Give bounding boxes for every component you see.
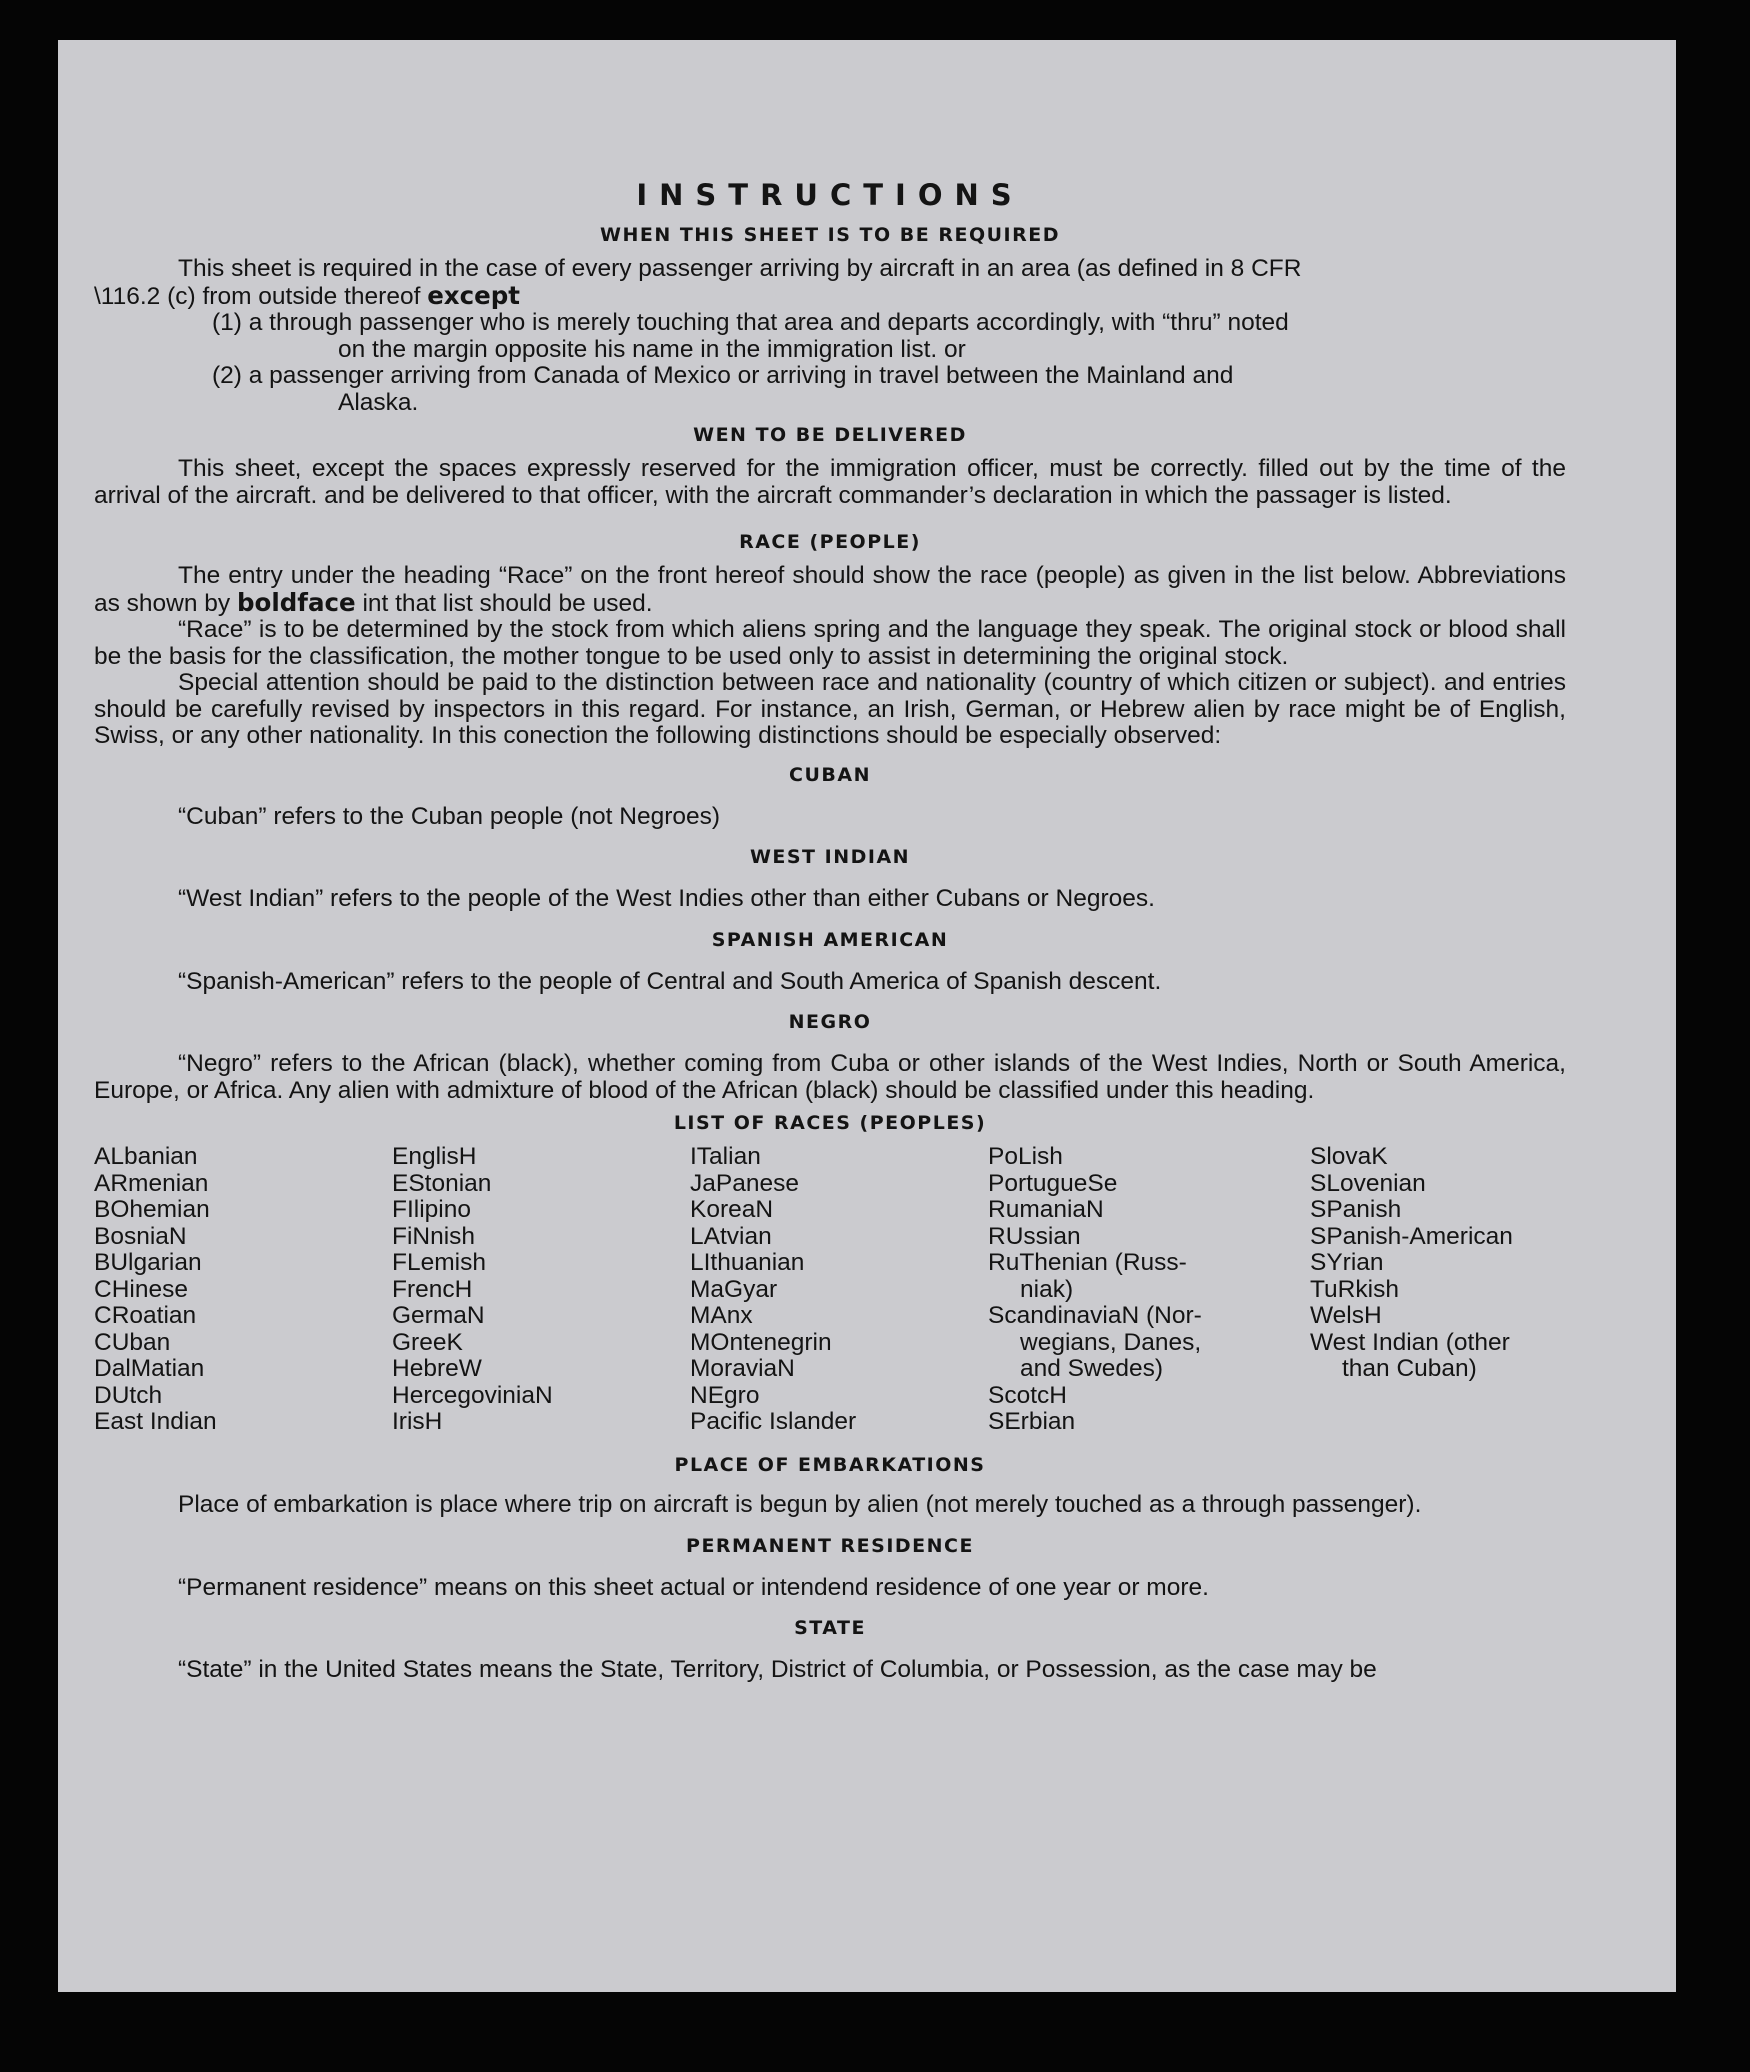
race-item: FiNnish [392,1222,476,1250]
race-item: PortugueSe [988,1169,1118,1197]
embarkation-paragraph: Place of embarkation is place where trip on aircraft is begun by alien (not merely touched as a through passenger). [178,1491,1422,1518]
race-paragraph-3: Special attention should be paid to the distinction between race and nationality (country of which citizen or subject). and entries should be carefully revised by inspectors in this regard. For instance, an Irish, German, or Hebrew alien by race might be of English, Swiss, or any other nationality. In this conection the following distinctions should be especially observed: [94,669,1566,749]
race-paragraph-1 [94,563,1566,617]
race-text-end: int that list should be used. [355,589,653,617]
exception-item-1a: (1) a through passenger who is merely touching that area and departs accordingly, with “thru” noted [212,309,1289,336]
race-item: than Cuban) [1342,1355,1477,1382]
race-item: BOhemian [94,1196,210,1223]
except-emphasis: except [427,280,520,310]
race-item: LIthuanian [690,1249,805,1276]
negro-paragraph: “Negro” refers to the African (black), whether coming from Cuba or other islands of the West Indies, North or South America, Europe, or Africa. Any alien with admixture of blood of the African (black) should be classified under this heading. [94,1050,1566,1104]
race-item: RuThenian (Russ- [988,1249,1187,1276]
races-list [94,1144,1566,1446]
state-paragraph: “State” in the United States means the State, Territory, District of Columbia, or Possession, as the case may be [178,1656,1377,1683]
race-item: RUssian [988,1222,1081,1250]
race-item: CRoatian [94,1302,197,1329]
cuban-paragraph: “Cuban” refers to the Cuban people (not Negroes) [178,802,721,830]
heading-cuban: CUBAN [789,763,871,786]
west-indian-paragraph: “West Indian” refers to the people of the West Indies other than either Cubans or Negroes. [178,885,1155,912]
required-paragraph-line1: This sheet is required in the case of every passenger arriving by aircraft in an area (as defined in 8 CFR [178,255,1302,282]
race-item: HercegoviniaN [392,1381,553,1409]
race-item: HebreW [392,1355,482,1382]
race-item: TuRkish [1310,1275,1399,1303]
race-item: MAnx [690,1302,753,1329]
delivered-paragraph: This sheet, except the spaces expressly reserved for the immigration officer, must be correctly. filled out by the time of the arrival of the aircraft. and be delivered to that officer, with the aircraft commander’s declaration in which the passager is listed. [94,455,1566,509]
heading-required: WHEN THIS SHEET IS TO BE REQUIRED [599,224,1060,246]
race-item: JaPanese [690,1169,799,1197]
race-item: DalMatian [94,1355,205,1382]
heading-west-indian: WEST INDIAN [749,846,911,868]
heading-residence: PERMANENT RESIDENCE [686,1534,974,1557]
race-item: SYrian [1310,1249,1384,1276]
race-paragraph-2: “Race” is to be determined by the stock from which aliens spring and the language they speak. The original stock or blood shall be the basis for the classification, the mother tongue to be used only to assist in determining the original stock. [94,616,1566,670]
race-item: ScotcH [988,1381,1067,1409]
race-item: IrisH [392,1408,443,1435]
race-item: East Indian [94,1408,217,1435]
heading-list-of-races: LIST OF RACES (PEOPLES) [673,1112,987,1134]
spanish-american-paragraph: “Spanish-American” refers to the people of Central and South America of Spanish descent. [178,967,1162,995]
race-item: GreeK [392,1328,463,1356]
race-item: KoreaN [690,1196,774,1223]
race-item: niak) [1020,1275,1074,1303]
race-item: BUlgarian [94,1249,202,1276]
race-item: FLemish [392,1249,486,1276]
race-item: wegians, Danes, [1020,1328,1202,1356]
race-item: Pacific Islander [690,1408,857,1435]
race-item: and Swedes) [1020,1355,1164,1382]
race-item: EStonian [392,1169,492,1197]
heading-negro: NEGRO [788,1011,872,1033]
heading-delivered: WEN TO BE DELIVERED [693,424,967,446]
race-item: PoLish [988,1143,1063,1170]
heading-race: RACE (PEOPLE) [739,531,921,553]
residence-paragraph: “Permanent residence” means on this sheet actual or intendend residence of one year or more. [178,1573,1209,1601]
race-item: EnglisH [392,1143,477,1170]
race-item: West Indian (other [1310,1328,1510,1356]
race-item: LAtvian [690,1222,772,1250]
race-item: ScandinaviaN (Nor- [988,1302,1202,1329]
race-item: SPanish [1310,1196,1402,1223]
race-item: ALbanian [94,1143,198,1170]
race-item: CUban [94,1328,171,1356]
race-item: SErbian [988,1408,1076,1435]
races-column-1 [94,1144,217,1436]
required-paragraph-line2 [94,280,1566,311]
race-item: GermaN [392,1302,485,1329]
race-item: ARmenian [94,1169,209,1197]
heading-embarkation: PLACE OF EMBARKATIONS [674,1454,986,1476]
race-item: SLovenian [1310,1169,1426,1197]
race-item: MOntenegrin [690,1328,832,1356]
races-column-2 [392,1144,553,1436]
race-item: WelsH [1310,1302,1382,1329]
heading-state: STATE [794,1617,866,1639]
page-title: INSTRUCTIONS [636,178,1024,212]
boldface-emphasis: boldface [237,587,356,617]
races-column-5 [1310,1144,1513,1383]
exception-item-2a: (2) a passenger arriving from Canada of Mexico or arriving in travel between the Mainland and [212,362,1234,389]
race-item: ITalian [690,1143,761,1170]
heading-spanish-american: SPANISH AMERICAN [711,928,949,951]
instruction-sheet [58,40,1676,1992]
races-column-3 [690,1144,856,1436]
race-text: The entry under the heading “Race” on the front hereof should show the race (people) as given in the list below. Abbreviations as shown by [94,562,1566,617]
race-item: SPanish-American [1310,1222,1513,1250]
exception-item-2b: Alaska. [338,388,419,416]
race-item: CHinese [94,1275,188,1303]
race-item: FIlipino [392,1196,471,1223]
race-item: MoraviaN [690,1355,795,1382]
races-column-4 [988,1144,1202,1436]
race-item: MaGyar [690,1275,778,1303]
exception-item-1b: on the margin opposite his name in the immigration list. or [338,335,966,363]
race-item: NEgro [690,1381,760,1409]
race-item: BosniaN [94,1222,187,1250]
race-item: FrencH [392,1275,473,1303]
required-text: \116.2 (c) from outside thereof [94,282,428,310]
race-item: RumaniaN [988,1196,1104,1223]
race-item: SlovaK [1310,1143,1388,1170]
race-item: DUtch [94,1381,163,1409]
